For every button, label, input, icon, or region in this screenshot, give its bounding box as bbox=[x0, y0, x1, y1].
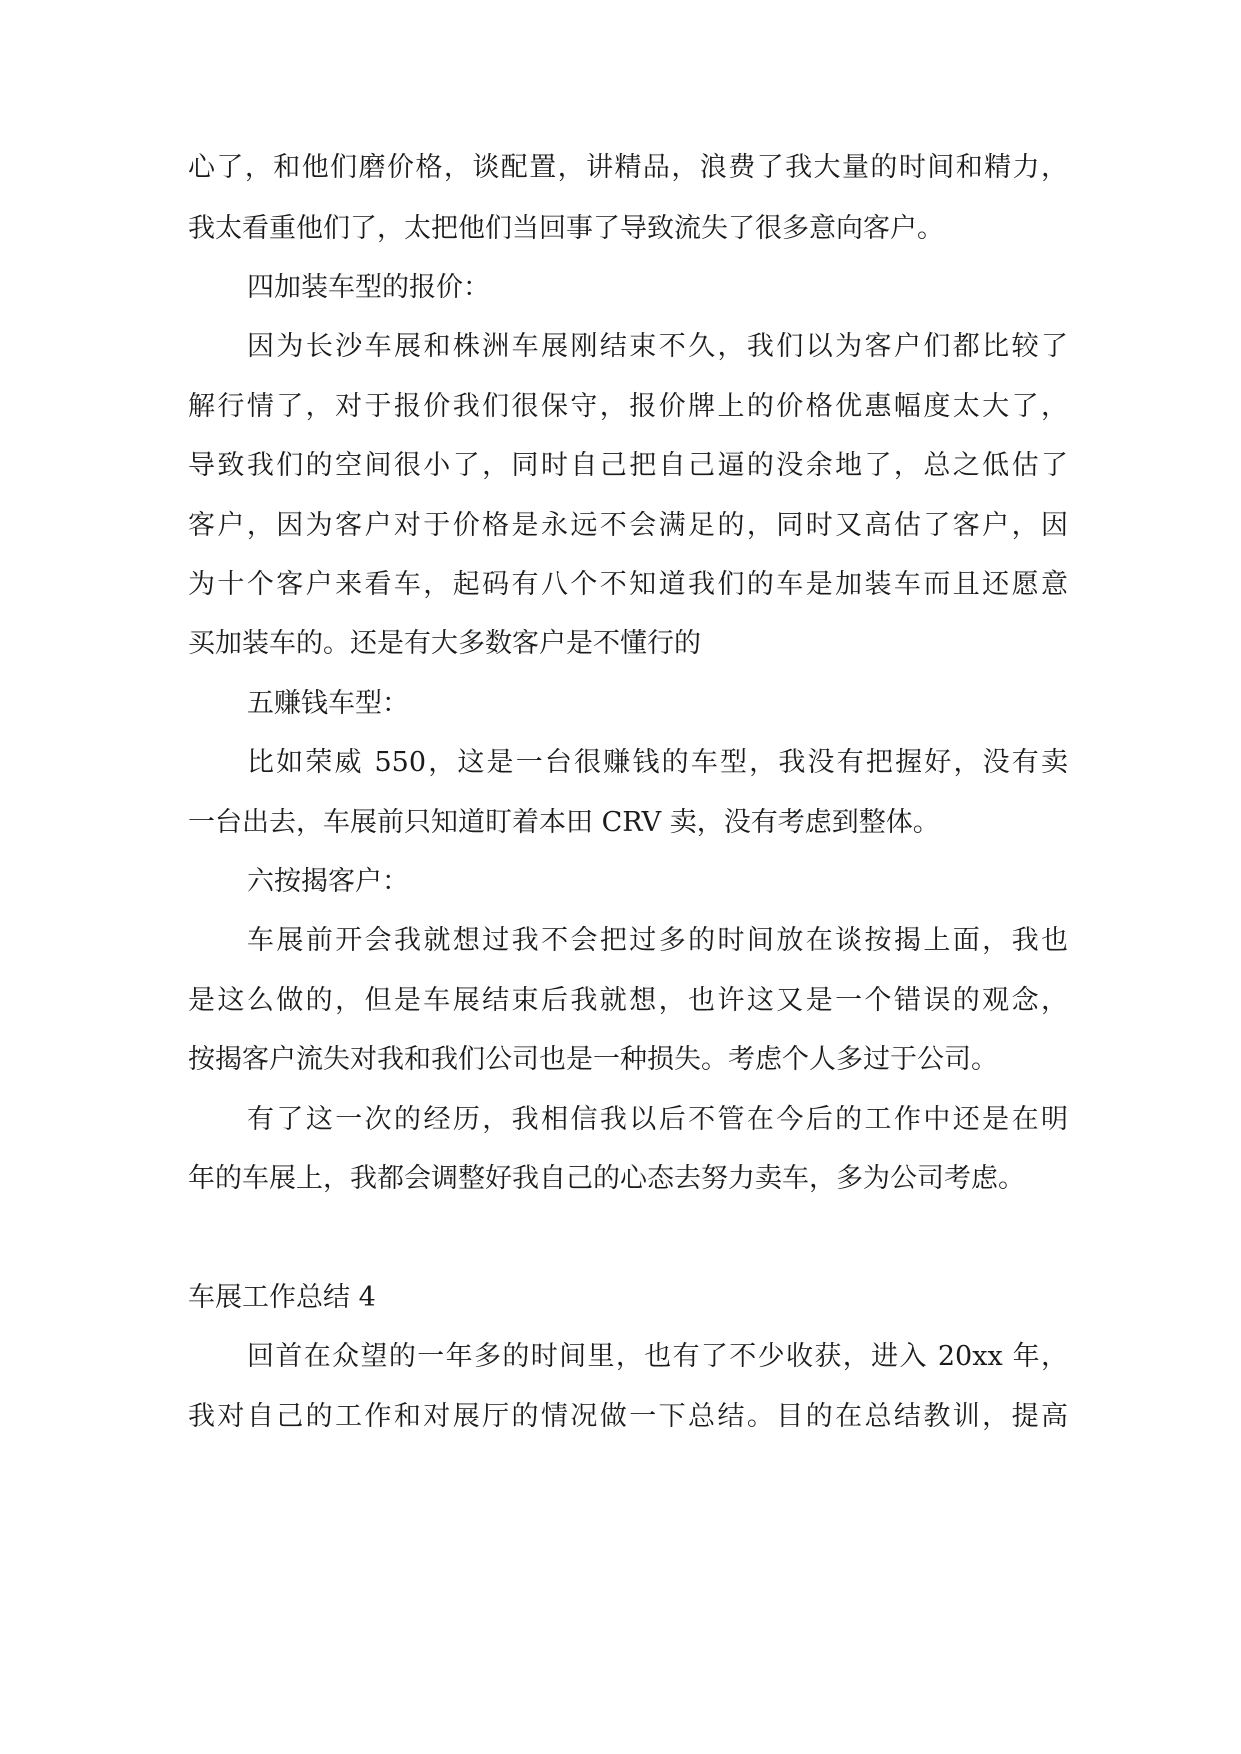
body-text-line: 比如荣威 550，这是一台很赚钱的车型，我没有把握好，没有卖 bbox=[247, 747, 1068, 778]
body-text-line: 我太看重他们了，太把他们当回事了导致流失了很多意向客户。 bbox=[188, 213, 944, 244]
body-text-line: 导致我们的空间很小了，同时自己把自己逼的没余地了，总之低估了 bbox=[188, 450, 1068, 481]
body-text-line: 是这么做的，但是车展结束后我就想，也许这又是一个错误的观念， bbox=[188, 985, 1068, 1016]
body-text-line: 为十个客户来看车，起码有八个不知道我们的车是加装车而且还愿意 bbox=[188, 569, 1068, 600]
body-text-line: 买加装车的。还是有大多数客户是不懂行的 bbox=[188, 628, 701, 659]
body-text-line: 有了这一次的经历，我相信我以后不管在今后的工作中还是在明 bbox=[247, 1104, 1068, 1135]
body-text-line: 一台出去，车展前只知道盯着本田 CRV 卖，没有考虑到整体。 bbox=[188, 807, 940, 838]
body-text-line: 客户，因为客户对于价格是永远不会满足的，同时又高估了客户，因 bbox=[188, 510, 1068, 541]
body-text-line: 因为长沙车展和株洲车展刚结束不久，我们以为客户们都比较了 bbox=[247, 331, 1068, 362]
body-text-line: 按揭客户流失对我和我们公司也是一种损失。考虑个人多过于公司。 bbox=[188, 1044, 998, 1075]
body-text-line: 心了，和他们磨价格，谈配置，讲精品，浪费了我大量的时间和精力， bbox=[188, 152, 1068, 183]
section-heading: 六按揭客户： bbox=[247, 866, 409, 897]
body-text-line: 车展前开会我就想过我不会把过多的时间放在谈按揭上面，我也 bbox=[247, 925, 1068, 956]
section-heading: 五赚钱车型： bbox=[247, 688, 409, 719]
body-text-line: 我对自己的工作和对展厅的情况做一下总结。目的在总结教训，提高 bbox=[188, 1401, 1068, 1432]
section-heading: 四加装车型的报价： bbox=[247, 272, 490, 303]
document-section-title: 车展工作总结 4 bbox=[188, 1282, 376, 1313]
body-text-line: 年的车展上，我都会调整好我自己的心态去努力卖车，多为公司考虑。 bbox=[188, 1163, 1025, 1194]
body-text-line: 回首在众望的一年多的时间里，也有了不少收获，进入 20xx 年， bbox=[247, 1341, 1068, 1372]
body-text-line: 解行情了，对于报价我们很保守，报价牌上的价格优惠幅度太大了， bbox=[188, 391, 1068, 422]
